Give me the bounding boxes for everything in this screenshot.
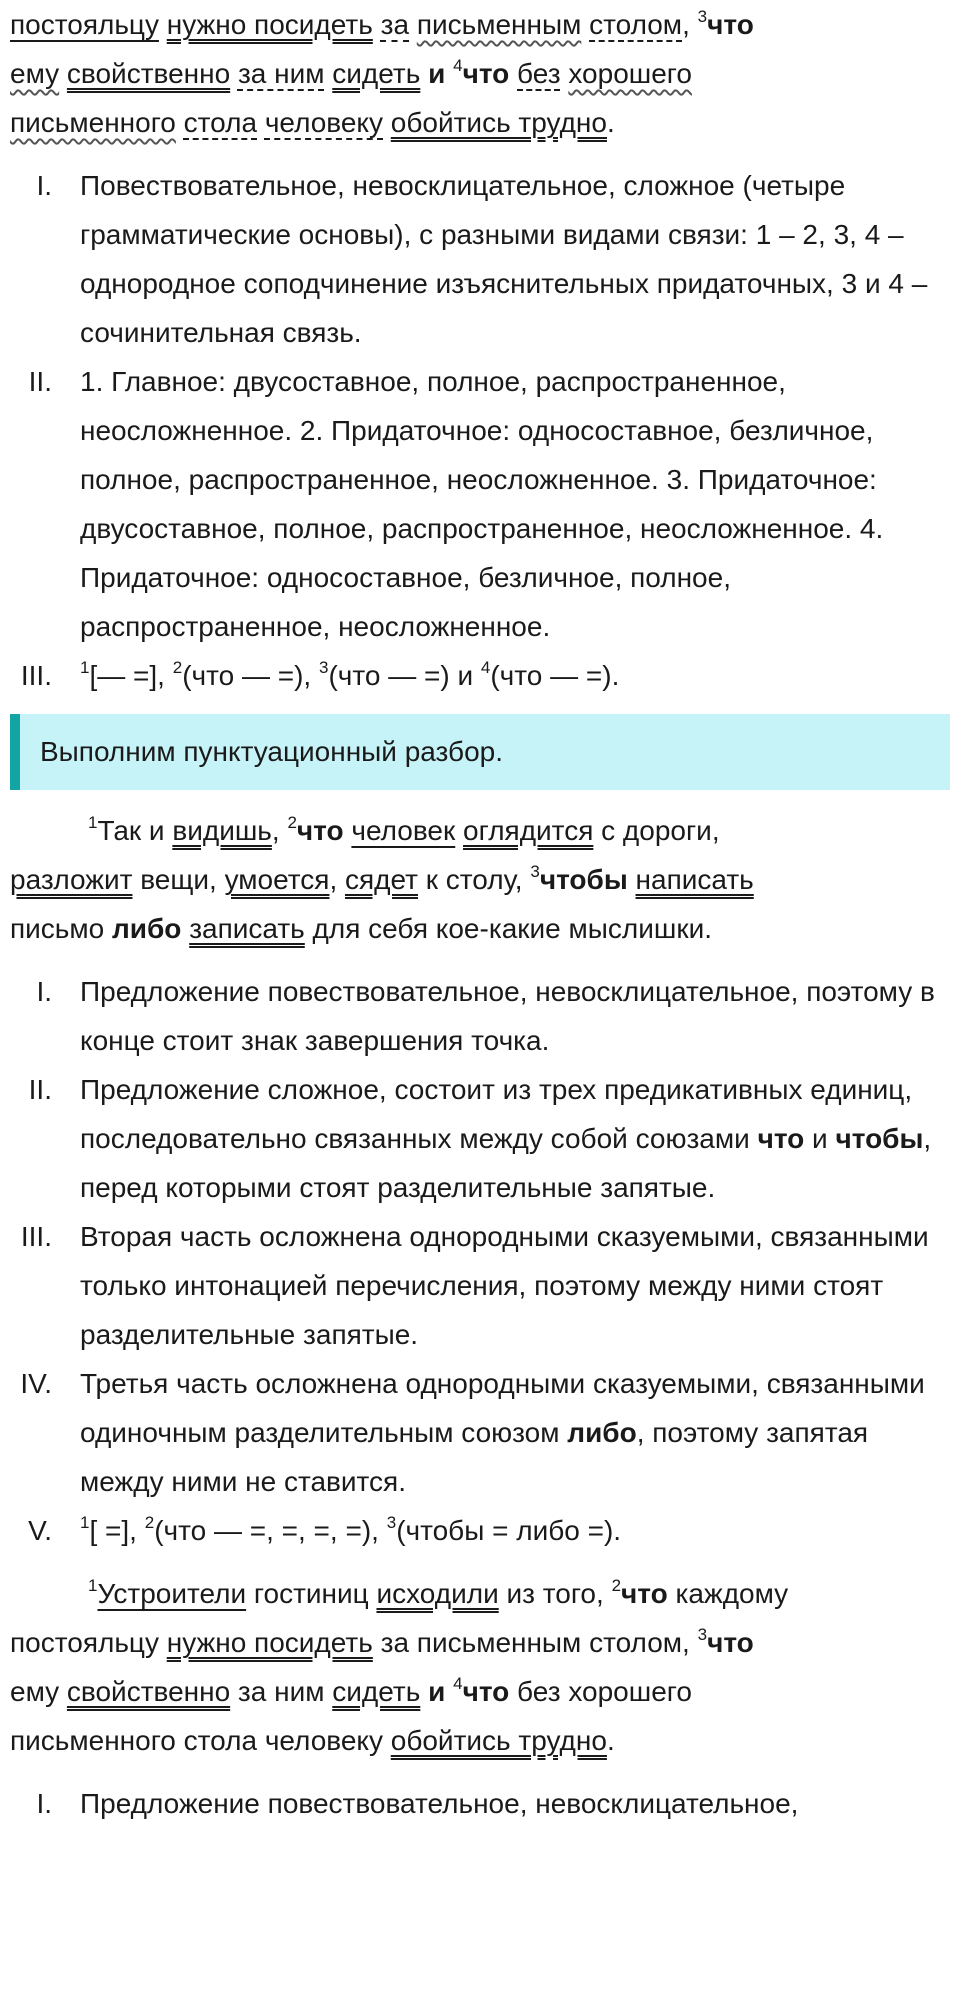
predicate: видишь [172,815,272,846]
conjunction: что [621,1578,668,1609]
list-number: II. [28,1074,52,1105]
list-number: V. [28,1515,52,1546]
list-number: I. [36,170,52,201]
conjunction: чтобы [539,864,628,895]
list-item [10,357,950,651]
list-number: III. [20,660,52,691]
word: без [517,58,561,89]
list-item [10,161,950,357]
list-text: Предложение повествовательное, невосклицательное, [80,1788,799,1819]
list-number: III. [20,1221,52,1252]
scheme: $^1$[ =], $^2$(что — =, =, =, =), $^3$(чтобы = либо =). [80,1513,622,1546]
list-text: Повествовательное, невосклицательное, сложное (четыре грамматические основы), с разными видами связи: 1 – 2, 3, 4 – однородное соподчинение изъяснительных придаточных, 3 и 4 – сочинительная связь. [80,170,928,348]
predicate: сядет [345,864,418,895]
list-number: I. [36,976,52,1007]
clause-number: 3 [697,7,708,26]
predicate: свойственно [66,1676,231,1707]
list-item [10,1212,950,1359]
word: за ним [237,58,325,89]
list-text: Третья часть осложнена однородными сказуемыми, связанными одиночным разделительным союзом либо, поэтому запятая между ними не ставится. [80,1368,925,1497]
top-sentence: постояльцу нужно посидеть за письменным столом, $^3$что ему свойственно за ним сидеть и $^4$что без хорошего письменного стола человеку обойтись трудно. [10,7,754,138]
subject: человек [351,815,456,846]
scheme: $^1$[— =], $^2$(что — =), $^3$(что — =) и $^4$(что — =). [80,658,620,691]
predicate: разложит [10,864,133,895]
conjunction: что [296,815,344,846]
predicate: свойственно [66,58,231,89]
subject: Устроители [97,1578,247,1609]
sentence-3: $^1$Устроители гостиниц исходили из того, $^2$что каждому постояльцу нужно посидеть за письменным столом, $^3$что ему свойственно за ним сидеть и $^4$что без хорошего письменного стола человеку обойтись трудно. [10,1576,789,1756]
predicate: умоется [224,864,330,895]
list-item [10,1506,950,1555]
list-number: IV. [20,1368,52,1399]
list-item [10,1779,950,1828]
callout-text: Выполним пунктуационный разбор. [40,736,504,767]
conjunction: либо [112,913,182,944]
analysis-list-1 [10,161,950,700]
analysis-list-2 [10,967,950,1555]
conjunction: что [707,9,754,40]
predicate: обойтись трудно [390,107,607,138]
conjunction: что [462,1676,510,1707]
section-callout [10,714,950,790]
predicate: исходили [376,1578,499,1609]
word: хорошего [568,58,692,89]
word: письменным [416,9,582,40]
conjunction: и [428,58,446,89]
word: за [380,9,410,40]
list-item [10,1359,950,1506]
word: человеку [264,107,383,138]
list-item [10,651,950,700]
word: столом [589,9,683,40]
list-text: Предложение сложное, состоит из трех предикативных единиц, последовательно связанных между собой союзами что и чтобы, перед которыми стоят разделительные запятые. [80,1074,932,1203]
word: постояльцу [10,9,159,40]
list-text: Вторая часть осложнена однородными сказуемыми, связанными только интонацией перечисления, поэтому между ними стоят разделительные запятые. [80,1221,929,1350]
predicate: записать [189,913,305,944]
clause-number: 4 [453,56,463,75]
predicate: сидеть [332,1676,421,1707]
predicate: нужно посидеть [166,1627,373,1658]
list-item [10,1065,950,1212]
conjunction: что [462,58,510,89]
list-item [10,967,950,1065]
sentence-2: $^1$Так и видишь, $^2$что человек оглядится с дороги, разложит вещи, умоется, сядет к столу, $^3$чтобы написать письмо либо записать для себя кое-какие мыслишки. [10,813,754,944]
word: письменного [10,107,176,138]
word: ему [10,58,60,89]
predicate: оглядится [463,815,594,846]
analysis-list-3 [10,1779,950,1828]
conjunction: и [428,1676,446,1707]
list-text: Предложение повествовательное, невосклицательное, поэтому в конце стоит знак завершения точка. [80,976,935,1056]
predicate: сидеть [332,58,421,89]
list-text: 1. Главное: двусоставное, полное, распространенное, неосложненное. 2. Придаточное: односоставное, безличное, полное, распространенное, неосложненное. 3. Придаточное: двусоставное, полное, распространенное, неосложненное. 4. Придаточное: односоставное, безличное, полное, распространенное, неосложненное. [80,366,884,642]
list-number: II. [28,366,52,397]
predicate: нужно посидеть [166,9,373,40]
word: стола [183,107,258,138]
list-number: I. [36,1788,52,1819]
predicate: написать [635,864,754,895]
predicate: обойтись трудно [390,1725,607,1756]
conjunction: что [707,1627,754,1658]
